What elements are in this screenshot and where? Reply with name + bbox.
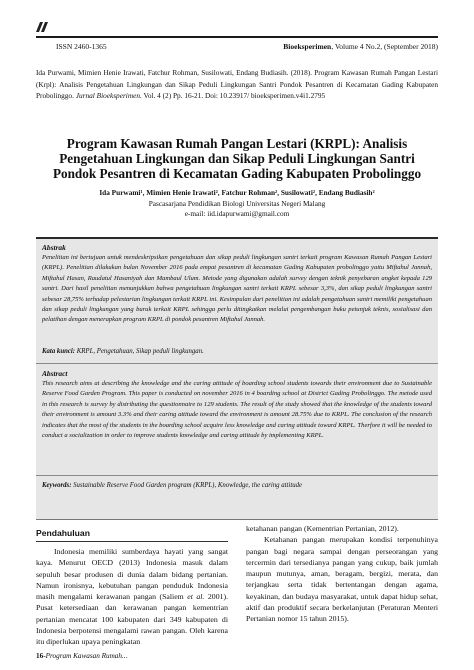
intro-paragraph-1: Indonesia memiliki sumberdaya hayati yang sangat kaya. Menurut OECD (2013) Indonesia masuk dalam sepuluh besar produsen di dunia dalam bidang pertanian. Namun ironisnya, kebutuhan pangan penduduk Indonesia masih mengalami kerawanan pangan (Saliem et al. 2001). Pusat ketersediaan dan kerawanan pangan kementrian pertanian mencatat 100 kabupaten dari 349 kabupaten di Indonesia berpotensi mengalami rawan pangan. Oleh karena itu diperlukan upaya peningkatan — [36, 547, 229, 647]
abstract-heading: Abstract — [42, 369, 68, 378]
section-rule — [36, 541, 228, 542]
abstrak-text: Penelitian ini bertujuan untuk mendeskripsikan pengetahuan dan sikap peduli lingkungan santri terkait program Kawasan Rumah Pangan Lestari (KRPL). Penelitian dilakukan bulan November 2016 pada empat pesantren di kecamatan Gading Kabupaten probolinggo yaitu Miftahul Jannah, Miftahul Hasan, Raudatul Hasaniyah dan Mambaul Ulum. Metode yang digunakan adalah survey dengan teknik penyebaran angket kepada 129 santri. Dari hasil penelitian menunjukkan bahwa pengetahuan lingkungan santri terkait KRPL sebesar 3,3%, dan sikap peduli lingkungan santri sebesar 28,75% terhadap pelestarian lingkungan terkait KRPL ini. Kesimpulan dari penelitian ini adalah pengetahuan santri memiliki pengetahuan dan sikap peduli lingkungan yang buruk terkait KRPL sehingga perlu ditingkatkan melalui pengembangan buku petunjuk teknis, sosialisasi dan pelatihan dengan menerapkan program KRPL di pondok pesantren Miftahul Jannah. — [42, 254, 432, 324]
abstract-box — [36, 237, 438, 520]
keywords: Keywords: Sustainable Reserve Food Garden program (KRPL), Knowledge, the caring attitude — [42, 482, 303, 489]
journal-info: Bioeksperimen, Volume 4 No.2, (September 2018) — [283, 42, 438, 51]
intro-paragraph-2: Ketahanan pangan merupakan kondisi terpenuhinya pangan bagi negara sampai dengan perseorangan yang tercermin dari tersedianya pangan yang cukup, baik jumlah maupun mutunya, aman, beragam, bergizi, merata, dan terjangkau serta tidak bertentangan dengan agama, keyakinan, dan budaya masyarakat, untuk dapat hidup sehat, aktif dan produktif secara berkelanjutan (Peraturan Menteri Pertanian nomor 15 tahun 2015). — [246, 535, 438, 624]
section-heading: Pendahuluan — [36, 528, 90, 538]
abstract-text: This research aims at describing the knowledge and the caring attitude of boarding school students towards their environment due to Sustainable Reserve Food Garden Program. This paper is conducted on november 2016 in 4 boarding school at District Gading Probolinggo. The metode used in this research is survey by distributing the questionnaire to 129 students. The result of the study showed that the knowledge of the students toward their environment is amount 3.3% and their caring attitude toward the environment is amount 28.75% due to KRPL. The conclusion of the research indicates that the most of the students in the boarding school acquire less knowledge and caring attitude toward KRPL. Therfore it will be needed to conduct a socialization in order to improve students knowledge and caring attitude by implementing KRPL. — [42, 380, 432, 440]
paper-title: Program Kawasan Rumah Pangan Lestari (KRPL): Analisis Pengetahuan Lingkungan dan Sikap Peduli Lingkungan Santri Pondok Pesantren di Kecamatan Gading Kabupaten Probolinggo — [52, 136, 422, 182]
journal-logo-icon — [36, 22, 50, 32]
abstract-divider — [36, 363, 438, 364]
kata-kunci: Kata kunci: KRPL, Pengetahuan, Sikap peduli lingkungan. — [42, 348, 204, 355]
page-footer: 16-Program Kawasan Rumah... — [36, 652, 128, 660]
left-column — [36, 546, 228, 648]
issn: ISSN 2460-1365 — [56, 42, 107, 51]
citation: Ida Purwami, Mimien Henie Irawati, Fatchur Rohman, Susilowati, Endang Budiasih. (2018). Program Kawasan Rumah Pangan Lestari (Krpl): Analisis Pengetahuan Lingkungan dan Sikap Peduli Lingkungan Santri Pondok Pesantren di Kecamatan Gading Kabupaten Probolinggo. Jurnal Bioeksperimen. Vol. 4 (2) Pp. 16-21. Doi: 10.23917/ bioeksperimen.v4i1.2795 — [36, 68, 438, 101]
journal-header — [36, 22, 438, 56]
affiliation: Pascasarjana Pendidikan Biologi Universitas Negeri Malang e-mail: iid.idapurwami@gmail.com — [148, 199, 326, 218]
keywords-divider — [36, 475, 438, 476]
abstrak-heading: Abstrak — [42, 243, 66, 252]
authors: Ida Purwami¹, Mimien Henie Irawati², Fatchur Rohman², Susilowati², Endang Budiasih² — [99, 188, 375, 197]
header-rule — [36, 36, 438, 38]
intro-paragraph-continued: ketahanan pangan (Kementrian Pertanian, 2012). — [246, 524, 399, 533]
right-column — [246, 523, 438, 625]
